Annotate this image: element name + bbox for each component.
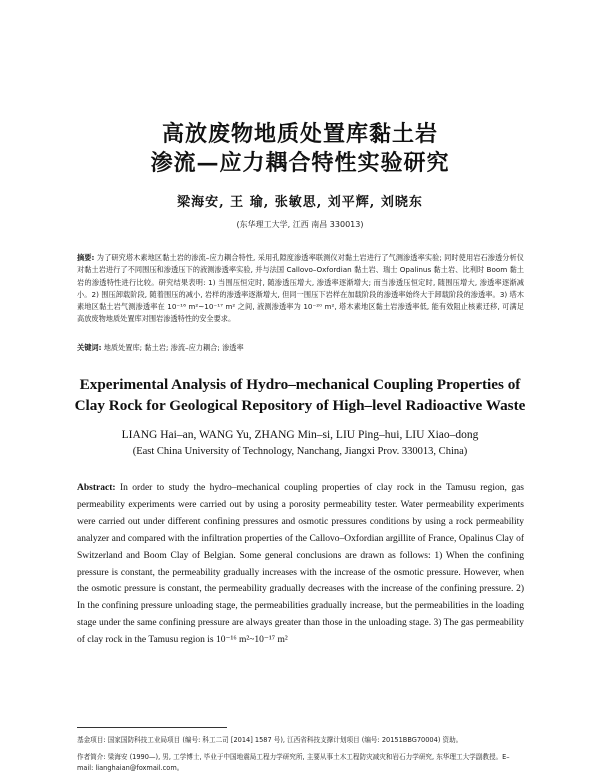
chinese-abstract-text: 为了研究塔木素地区黏土岩的渗流–应力耦合特性, 采用孔隙度渗透率联测仪对黏土岩进行了气测渗透率实验; 同时使用岩石渗透分析仪对黏土岩进行了不同围压和渗透压下的液测渗透率实验, 并与法国 Callovo–Oxfordian 黏土岩、瑞士 Opalinus 黏土岩、比利时 Boom 黏土岩的渗透特性进行比较。研究结果表明: 1) 当围压恒定时, 随渗透压增大, 渗透率逐渐增大; 而当渗透压恒定时, 随围压增大, 渗透率逐渐减小。2) 围压卸载阶段, 随着围压的减小, 岩样的渗透率逐渐增大, 但同一围压下岩样在加载阶段的渗透率始终大于卸载阶段的渗透率。3) 塔木素地区黏土岩气测渗透率在 10⁻¹⁶ m²~10⁻¹⁷ m² 之间, 液测渗透率为 10⁻²⁰ m², 塔木素地区黏土岩渗透率低, 能有效阻止核素迁移, 可满足高放废物地质处置库对围岩渗透特性的安全要求。 — [77, 253, 524, 324]
chinese-title-line-2: 渗流—应力耦合特性实验研究 — [150, 150, 450, 176]
footnote-divider — [77, 727, 227, 728]
english-affiliation: (East China University of Technology, Nanchang, Jiangxi Prov. 330013, China) — [132, 446, 468, 457]
english-title-line-2: Clay Rock for Geological Repository of High–level Radioactive Waste — [74, 397, 526, 414]
funding-footnote: 基金项目: 国家国防科技工业局项目 (编号: 科工二司 [2014] 1587 号), 江西省科技支撑计划项目 (编号: 20151BBG70004) 资助。 — [77, 736, 463, 744]
english-abstract-text: In order to study the hydro–mechanical coupling properties of clay rock in the Tamusu region, gas permeability experiments were carried out by using a porosity permeability tester. Water permeability experiments were carried out under different confining pressures and osmotic pressures conditions by using a rock permeability analyzer and compared with the infiltration properties of the Callovo–Oxfordian argillite of France, Opalinus Clay of Switzerland and Boom Clay of Belgian. Some general conclusions are drawn as follows: 1) When the confining pressure is constant, the permeability gradually increases with the increase of the osmotic pressure. However, when the osmotic pressure is constant, the permeability gradually decreases with the increase of the confining pressure. 2) In the confining pressure unloading stage, the permeabilities gradually increase, but the permeabilities in the loading stage under the same confining pressure are always greater than those in the unloading stage. 3) The gas permeability of clay rock in the Tamusu region is 10⁻¹⁶ m²~10⁻¹⁷ m² — [77, 483, 524, 646]
chinese-abstract-label: 摘要: — [77, 253, 95, 262]
english-abstract — [77, 480, 524, 649]
chinese-title-line-1: 高放废物地质处置库黏土岩 — [161, 121, 438, 147]
chinese-authors: 梁海安, 王 瑜, 张敏思, 刘平辉, 刘晓东 — [177, 195, 423, 210]
chinese-keywords — [77, 343, 524, 353]
author-info-footnote: 作者简介: 梁海安 (1990—), 男, 工学博士, 毕业于中国地震局工程力学研究所, 主要从事土木工程防灾减灾和岩石力学研究, 东华理工大学副教授。E–mail: lianghaian@foxmail.com。 — [77, 753, 510, 772]
english-authors: LIANG Hai–an, WANG Yu, ZHANG Min–si, LIU Ping–hui, LIU Xiao–dong — [121, 429, 479, 441]
chinese-affiliation: (东华理工大学, 江西 南昌 330013) — [236, 220, 364, 229]
english-title-line-1: Experimental Analysis of Hydro–mechanical Coupling Properties of — [79, 376, 521, 393]
chinese-keywords-label: 关键词: — [77, 343, 102, 352]
chinese-abstract — [77, 252, 524, 326]
chinese-keywords-text: 地质处置库; 黏土岩; 渗流–应力耦合; 渗透率 — [103, 343, 244, 352]
english-abstract-label: Abstract: — [77, 483, 116, 493]
